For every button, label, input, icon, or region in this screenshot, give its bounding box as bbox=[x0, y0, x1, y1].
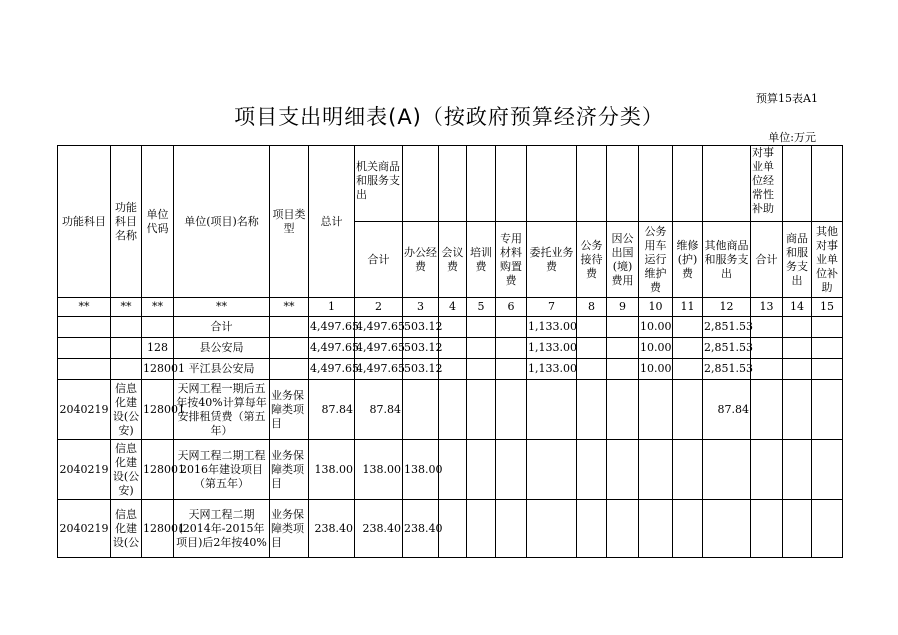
index-cell: 12 bbox=[703, 298, 751, 317]
header-other-goods: 其他商品和服务支出 bbox=[703, 222, 751, 298]
index-cell: 15 bbox=[812, 298, 843, 317]
header-training: 培训费 bbox=[467, 222, 496, 298]
unit-label: 单位:万元 bbox=[768, 131, 816, 144]
index-cell: ** bbox=[270, 298, 309, 317]
index-cell: 7 bbox=[527, 298, 577, 317]
row-commission: 1,133.00 bbox=[527, 338, 577, 359]
header-group-b: 对事业单位经常性补助 bbox=[751, 146, 783, 222]
header-unit-code: 单位代码 bbox=[142, 146, 174, 298]
header-b-goods: 商品和服务支出 bbox=[783, 222, 812, 298]
index-cell: 9 bbox=[607, 298, 639, 317]
row-func-name: 信息化建设(公 bbox=[111, 500, 142, 558]
row-other-goods: 2,851.53 bbox=[703, 359, 751, 380]
row-a-total: 4,497.65 bbox=[355, 317, 403, 338]
header-commission: 委托业务费 bbox=[527, 222, 577, 298]
page-title: 项目支出明细表(A)（按政府预算经济分类） bbox=[234, 105, 664, 129]
index-cell: 4 bbox=[439, 298, 467, 317]
row-a-total: 4,497.65 bbox=[355, 338, 403, 359]
row-commission: 1,133.00 bbox=[527, 359, 577, 380]
header-project-type: 项目类型 bbox=[270, 146, 309, 298]
table-row bbox=[58, 338, 843, 359]
header-special-material: 专用材料购置费 bbox=[496, 222, 527, 298]
row-total: 4,497.65 bbox=[309, 359, 355, 380]
row-total: 138.00 bbox=[309, 440, 355, 500]
row-office: 238.40 bbox=[403, 500, 439, 558]
row-office: 503.12 bbox=[403, 338, 439, 359]
row-unit-name: 合计 bbox=[174, 317, 270, 338]
index-cell: 13 bbox=[751, 298, 783, 317]
row-a-total: 87.84 bbox=[355, 380, 403, 440]
header-reception: 公务接待费 bbox=[577, 222, 607, 298]
row-total: 87.84 bbox=[309, 380, 355, 440]
row-a-total: 238.40 bbox=[355, 500, 403, 558]
row-other-goods: 87.84 bbox=[703, 380, 751, 440]
header-a-total: 合计 bbox=[355, 222, 403, 298]
index-cell: 6 bbox=[496, 298, 527, 317]
row-unit-code: 128 bbox=[142, 338, 174, 359]
row-unit-code: 128001 bbox=[142, 359, 174, 380]
row-func-name: 信息化建设(公安) bbox=[111, 380, 142, 440]
expenditure-table bbox=[57, 145, 843, 558]
row-unit-code: 128001 bbox=[142, 500, 174, 558]
header-repair: 维修(护)费 bbox=[673, 222, 703, 298]
header-total: 总计 bbox=[309, 146, 355, 298]
table-row bbox=[58, 359, 843, 380]
row-project-type: 业务保障类项目 bbox=[270, 440, 309, 500]
header-b-total: 合计 bbox=[751, 222, 783, 298]
row-commission: 1,133.00 bbox=[527, 317, 577, 338]
index-row bbox=[58, 298, 843, 317]
header-unit-name: 单位(项目)名称 bbox=[174, 146, 270, 298]
row-vehicle: 10.00 bbox=[639, 359, 673, 380]
index-cell: 3 bbox=[403, 298, 439, 317]
index-cell: ** bbox=[111, 298, 142, 317]
row-total: 4,497.65 bbox=[309, 338, 355, 359]
row-vehicle: 10.00 bbox=[639, 338, 673, 359]
table-row bbox=[58, 317, 843, 338]
index-cell: 1 bbox=[309, 298, 355, 317]
index-cell: 10 bbox=[639, 298, 673, 317]
header-office: 办公经费 bbox=[403, 222, 439, 298]
index-cell: 2 bbox=[355, 298, 403, 317]
index-cell: 14 bbox=[783, 298, 812, 317]
header-func-name: 功能科目名称 bbox=[111, 146, 142, 298]
index-cell: 8 bbox=[577, 298, 607, 317]
table-row bbox=[58, 500, 843, 558]
row-office: 503.12 bbox=[403, 317, 439, 338]
index-cell: ** bbox=[142, 298, 174, 317]
row-unit-name: 平江县公安局 bbox=[174, 359, 270, 380]
index-cell: 11 bbox=[673, 298, 703, 317]
row-func-subject: 2040219 bbox=[58, 380, 111, 440]
row-func-name: 信息化建设(公安) bbox=[111, 440, 142, 500]
row-a-total: 138.00 bbox=[355, 440, 403, 500]
index-cell: ** bbox=[58, 298, 111, 317]
row-unit-code: 128001 bbox=[142, 440, 174, 500]
row-project-type: 业务保障类项目 bbox=[270, 500, 309, 558]
index-cell: ** bbox=[174, 298, 270, 317]
row-office: 138.00 bbox=[403, 440, 439, 500]
index-cell: 5 bbox=[467, 298, 496, 317]
table-number-label: 预算15表A1 bbox=[756, 92, 818, 105]
row-project-type: 业务保障类项目 bbox=[270, 380, 309, 440]
table-row bbox=[58, 440, 843, 500]
header-vehicle: 公务用车运行维护费 bbox=[639, 222, 673, 298]
row-total: 238.40 bbox=[309, 500, 355, 558]
header-b-other: 其他对事业单位补助 bbox=[812, 222, 843, 298]
row-office: 503.12 bbox=[403, 359, 439, 380]
row-vehicle: 10.00 bbox=[639, 317, 673, 338]
row-func-subject: 2040219 bbox=[58, 440, 111, 500]
row-total: 4,497.65 bbox=[309, 317, 355, 338]
row-unit-name: 天网工程二期(2014年-2015年项目)后2年按40% bbox=[174, 500, 270, 558]
row-unit-name: 天网工程二期工程2016年建设项目（第五年） bbox=[174, 440, 270, 500]
table-row bbox=[58, 380, 843, 440]
row-other-goods: 2,851.53 bbox=[703, 338, 751, 359]
row-unit-name: 天网工程一期后五年按40%计算每年安排租赁费（第五年） bbox=[174, 380, 270, 440]
row-unit-name: 县公安局 bbox=[174, 338, 270, 359]
header-meeting: 会议费 bbox=[439, 222, 467, 298]
header-group-a: 机关商品和服务支出 bbox=[355, 146, 403, 222]
header-func-subject: 功能科目 bbox=[58, 146, 111, 298]
row-a-total: 4,497.65 bbox=[355, 359, 403, 380]
row-func-subject: 2040219 bbox=[58, 500, 111, 558]
row-other-goods: 2,851.53 bbox=[703, 317, 751, 338]
header-abroad: 因公出国(境)费用 bbox=[607, 222, 639, 298]
row-unit-code: 128001 bbox=[142, 380, 174, 440]
